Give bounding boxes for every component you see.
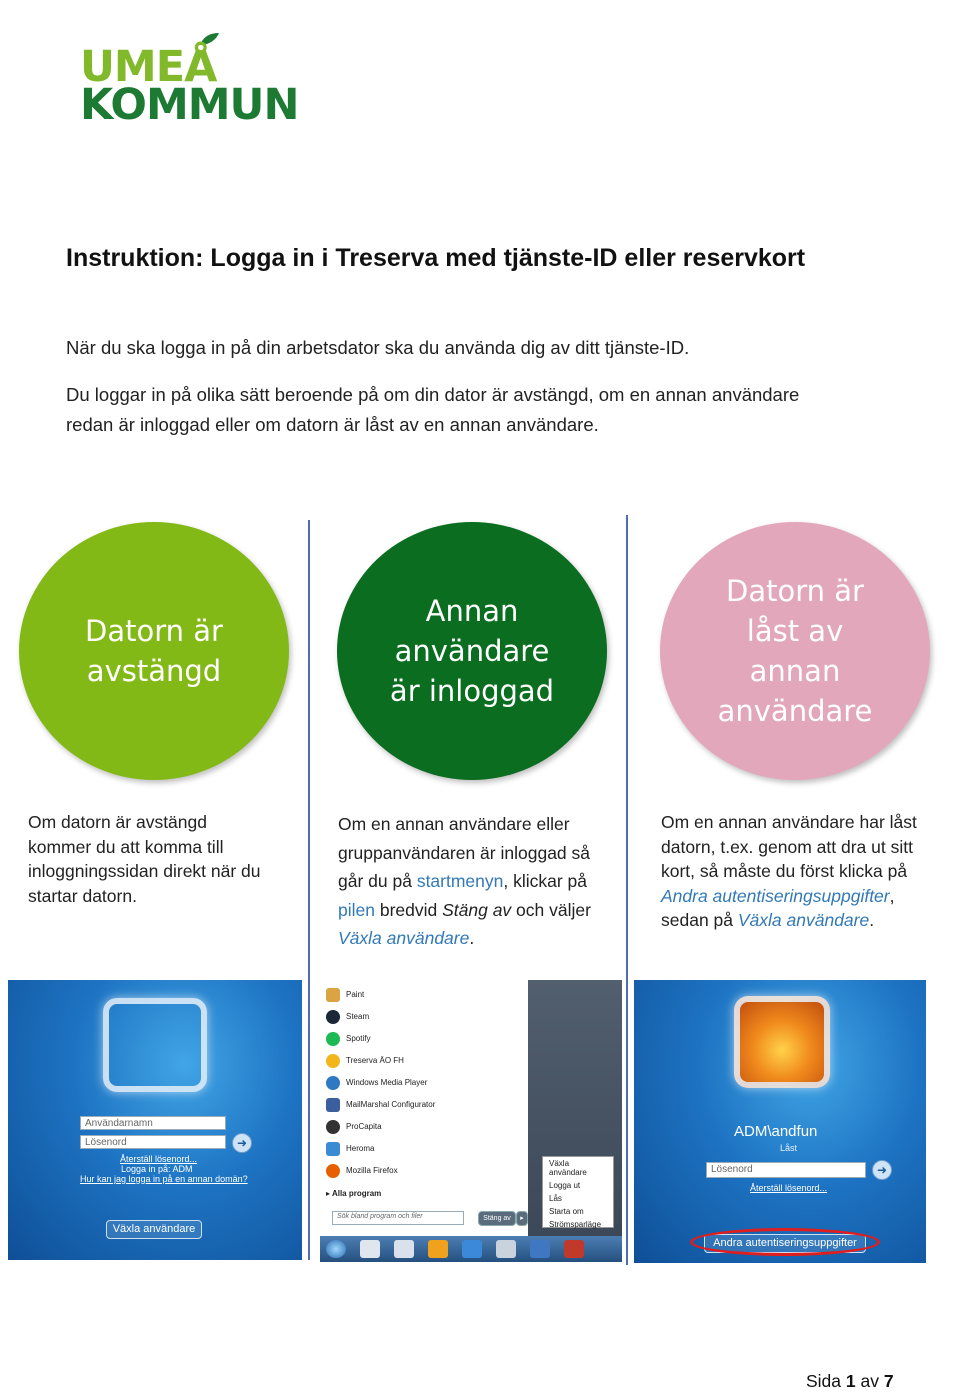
outlook-icon[interactable]	[428, 1240, 448, 1258]
intro-paragraph-1: När du ska logga in på din arbetsdator ska du använda dig av ditt tjänste-ID.	[66, 337, 690, 358]
screenshot-login-screen	[8, 980, 302, 1260]
procapita-icon	[326, 1120, 340, 1134]
program-wmp[interactable]	[326, 1074, 427, 1092]
column-divider	[308, 520, 310, 1260]
page-title: Instruktion: Logga in i Treserva med tjänste-ID eller reservkort	[66, 244, 806, 272]
chevron-right-icon: ▸	[326, 1189, 332, 1198]
network-icon[interactable]	[530, 1240, 550, 1258]
text: går du på	[338, 871, 417, 891]
app-icon[interactable]	[496, 1240, 516, 1258]
program-procapita[interactable]	[326, 1118, 382, 1136]
program-label: Steam	[346, 1012, 370, 1021]
text: och väljer	[511, 899, 591, 920]
paint-icon	[326, 988, 340, 1002]
text-line	[338, 896, 618, 925]
intro-paragraph-2-line-1: Du loggar in på olika sätt beroende på om din dator är avstängd, om en annan användare	[66, 384, 800, 405]
password-field[interactable]: Lösenord	[80, 1135, 226, 1149]
current-page: 1	[845, 1371, 856, 1391]
firefox-icon	[326, 1164, 340, 1178]
program-label: Mozilla Firefox	[346, 1166, 398, 1175]
menu-item-lock[interactable]: Lås	[549, 1194, 562, 1203]
logo-line-1: UMEÅ	[80, 42, 217, 92]
locked-status: Låst	[780, 1143, 798, 1153]
text-line: datorn, t.ex. genom att dra ut sitt	[661, 836, 913, 857]
circle-text-line: avstängd	[86, 654, 222, 688]
app-icon[interactable]	[564, 1240, 584, 1258]
text-line	[661, 884, 941, 909]
circle-text-line: annan	[749, 654, 841, 688]
media-player-icon	[326, 1076, 340, 1090]
submit-arrow-icon[interactable]: ➜	[232, 1133, 252, 1153]
page-middle: av	[855, 1371, 884, 1391]
other-domain-link[interactable]: Hur kan jag logga in på en annan domän?	[80, 1174, 248, 1184]
text-line	[338, 924, 618, 953]
program-label: Windows Media Player	[346, 1078, 428, 1087]
search-input[interactable]: Sök bland program och filer	[332, 1211, 464, 1225]
reset-password-link[interactable]: Återställ lösenord...	[120, 1154, 198, 1164]
text: sedan på	[661, 910, 738, 930]
reset-password-link[interactable]: Återställ lösenord...	[750, 1183, 828, 1193]
circle-text-line: är inloggad	[389, 674, 555, 708]
login-domain-text: Logga in på: ADM	[121, 1164, 193, 1174]
menu-item-log-out[interactable]: Logga ut	[549, 1181, 581, 1190]
menu-item-restart[interactable]: Starta om	[549, 1207, 584, 1216]
username-field[interactable]: Användarnamn	[80, 1116, 226, 1130]
circle-text-line: låst av	[746, 614, 844, 648]
spotify-icon	[326, 1032, 340, 1046]
text: .	[869, 910, 875, 930]
text: .	[469, 928, 475, 948]
shutdown-context-menu	[542, 1156, 614, 1228]
program-steam[interactable]	[326, 1008, 369, 1026]
password-field[interactable]: Lösenord	[706, 1162, 866, 1178]
circle-computer-locked	[660, 522, 930, 780]
start-menu-term: startmenyn	[416, 871, 504, 891]
other-credentials-button[interactable]: Andra autentiseringsuppgifter	[704, 1234, 866, 1253]
switch-user-term: Växla användare	[338, 928, 470, 948]
treserva-icon	[326, 1054, 340, 1068]
text: ,	[889, 885, 895, 906]
shutdown-button[interactable]: Stäng av	[478, 1211, 516, 1226]
text-line: Om en annan användare eller	[338, 814, 570, 834]
other-credentials-term: Andra autentiseringsuppgifter	[661, 885, 890, 906]
program-firefox[interactable]	[326, 1162, 398, 1180]
screenshot-locked-screen	[634, 980, 926, 1263]
program-label: Treserva ÄO FH	[346, 1056, 404, 1065]
text-line: kommer du att komma till	[28, 836, 224, 857]
circle-text-line: Annan	[425, 594, 519, 628]
steam-icon	[326, 1010, 340, 1024]
column-divider	[626, 515, 628, 1265]
internet-explorer-icon[interactable]	[462, 1240, 482, 1258]
program-heroma[interactable]	[326, 1140, 374, 1158]
program-paint[interactable]	[326, 986, 364, 1004]
locked-user-name: ADM\andfun	[734, 1123, 818, 1140]
text: , klickar på	[503, 871, 588, 891]
program-mailmarshal[interactable]	[326, 1096, 435, 1114]
highlight-ellipse	[690, 1228, 880, 1256]
circle-text-line: användare	[394, 634, 550, 668]
text-line	[338, 867, 618, 896]
circle-text-line: användare	[717, 694, 873, 728]
program-spotify[interactable]	[326, 1030, 370, 1048]
column-2-text	[338, 810, 618, 953]
page-number	[806, 1371, 894, 1392]
text-line: kort, så måste du först klicka på	[661, 861, 908, 881]
text-line: Om datorn är avstängd	[28, 812, 207, 832]
program-label: Heroma	[346, 1144, 375, 1153]
shutdown-term: Stäng av	[442, 899, 512, 920]
text-line: gruppanvändaren är inloggad så	[338, 842, 590, 863]
all-programs[interactable]	[326, 1185, 381, 1203]
menu-item-sleep[interactable]: Strömsparläge	[549, 1220, 602, 1229]
submit-arrow-icon[interactable]: ➜	[872, 1160, 892, 1180]
menu-item-switch-user[interactable]: Växla användare	[549, 1159, 587, 1177]
mailmarshal-icon	[326, 1098, 340, 1112]
logo-line-2: KOMMUN	[80, 80, 299, 130]
circle-text-line: Datorn är	[85, 614, 223, 648]
phone-icon[interactable]	[394, 1240, 414, 1258]
column-3-text	[661, 810, 941, 933]
arrow-term: pilen	[338, 899, 375, 920]
user-picture-tile	[734, 996, 830, 1088]
text-line: startar datorn.	[28, 885, 137, 906]
program-label: ProCapita	[346, 1122, 382, 1131]
page-prefix: Sida	[806, 1371, 846, 1391]
program-label: Paint	[346, 990, 365, 999]
switch-user-term: Växla användare	[737, 910, 870, 930]
text: bredvid	[374, 899, 443, 920]
circle-computer-off	[19, 522, 289, 780]
text-line	[661, 908, 941, 933]
text-line: inloggningssidan direkt när du	[28, 861, 261, 881]
user-tile	[103, 998, 207, 1092]
tools-icon[interactable]	[360, 1240, 380, 1258]
all-programs-label: Alla program	[331, 1189, 382, 1198]
heroma-icon	[326, 1142, 340, 1156]
circle-text-line: Datorn är	[726, 574, 864, 608]
windows-start-icon[interactable]	[326, 1240, 346, 1258]
screenshot-start-menu	[320, 980, 622, 1262]
text-line: Om en annan användare har låst	[661, 812, 917, 832]
switch-user-button[interactable]: Växla användare	[106, 1220, 202, 1239]
umea-kommun-logo	[80, 30, 299, 130]
taskbar	[320, 1236, 622, 1262]
column-1-text	[28, 810, 298, 908]
program-label: Spotify	[346, 1034, 371, 1043]
intro-paragraph-2-line-2: redan är inloggad eller om datorn är låst av en annan användare.	[66, 414, 599, 435]
program-label: MailMarshal Configurator	[346, 1100, 436, 1109]
program-treserva[interactable]	[326, 1052, 404, 1070]
shutdown-arrow-button[interactable]: ▸	[516, 1211, 528, 1226]
total-pages: 7	[883, 1371, 894, 1391]
circle-other-user-logged-in	[337, 522, 607, 780]
